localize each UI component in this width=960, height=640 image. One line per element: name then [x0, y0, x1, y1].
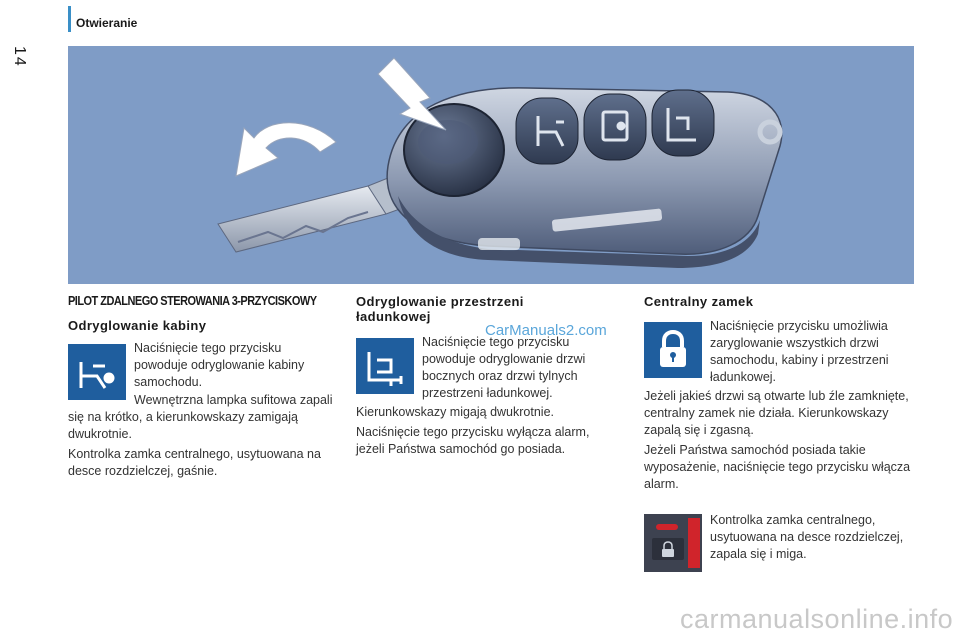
- central-lock-door-warning: Jeżeli jakieś drzwi są otwarte lub źle zamknięte, centralny zamek nie działa. Kierunkowskazy zapalą się i zgasną.: [644, 389, 909, 437]
- column-cab-unlock: [68, 294, 334, 333]
- column-central-lock: [644, 294, 914, 309]
- key-blade: [218, 186, 390, 252]
- cargo-unlock-icon: [356, 338, 414, 394]
- remote-heading: PILOT ZDALNEGO STEROWANIA 3-PRZYCISKOWY: [68, 294, 317, 308]
- central-lock-button: [652, 90, 714, 156]
- section-title: Otwieranie: [76, 16, 138, 30]
- cab-indicator-description: Kontrolka zamka centralnego, usytuowana na desce rozdzielczej, gaśnie.: [68, 447, 321, 478]
- cargo-blink-description: Kierunkowskazy migają dwukrotnie.: [356, 405, 555, 419]
- footer-watermark: carmanualsonline.info: [680, 604, 954, 634]
- cargo-alarm-description: Naciśnięcie tego przycisku wyłącza alarm, jeżeli Państwa samochód go posiada.: [356, 425, 590, 456]
- fob-small-badge: [478, 238, 520, 250]
- cargo-unlock-button: [584, 94, 646, 160]
- dashboard-lock-indicator-icon: [644, 514, 702, 572]
- lock-icon: [644, 322, 702, 378]
- cab-unlock-description: Naciśnięcie tego przycisku powoduje odryglowanie kabiny samochodu.: [134, 341, 305, 389]
- rotation-arrow-icon: [236, 123, 336, 176]
- key-fob-illustration: [68, 46, 914, 284]
- cargo-unlock-heading: Odryglowanie przestrzeni ładunkowej: [356, 294, 524, 324]
- central-lock-alarm-description: Jeżeli Państwa samochód posiada takie wyposażenie, naciśnięcie tego przycisku włącza alarm.: [644, 443, 911, 491]
- carmanuals-watermark: CarManuals2.com: [485, 322, 607, 339]
- central-lock-indicator-description: Kontrolka zamka centralnego, usytuowana na desce rozdzielczej, zapala się i miga.: [710, 513, 904, 561]
- central-lock-heading: Centralny zamek: [644, 294, 754, 309]
- page-number: 14: [11, 46, 28, 68]
- section-accent-bar: [68, 6, 71, 32]
- cab-lamp-description: Wewnętrzna lampka sufitowa zapali się na krótko, a kierunkowskazy zamigają dwukrotnie.: [68, 393, 333, 441]
- cab-unlock-heading: Odryglowanie kabiny: [68, 318, 207, 333]
- cargo-unlock-description: Naciśnięcie tego przycisku powoduje odryglowanie drzwi bocznych oraz drzwi tylnych przestrzeni ładunkowej.: [422, 335, 586, 400]
- column-cargo-unlock: [356, 294, 618, 324]
- central-lock-description: Naciśnięcie przycisku umożliwia zaryglowanie wszystkich drzwi samochodu, kabiny i przestrzeni ładunkowej.: [710, 319, 889, 384]
